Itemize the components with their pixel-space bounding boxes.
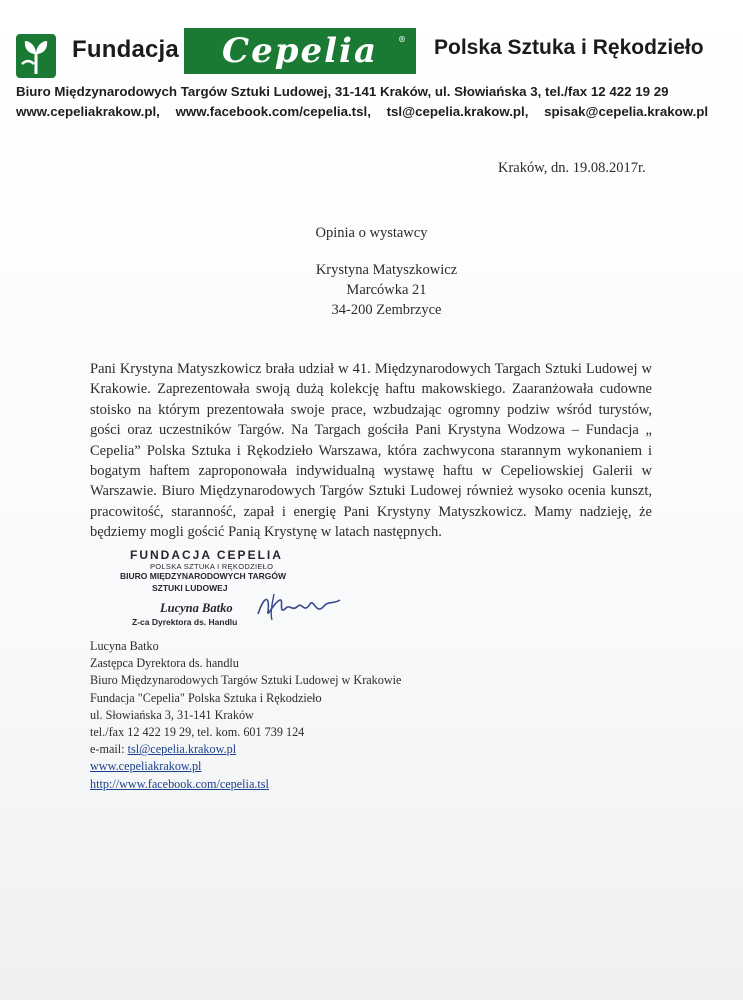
registered-mark-icon: ® bbox=[398, 34, 406, 44]
signer-address: ul. Słowiańska 3, 31-141 Kraków bbox=[90, 707, 254, 722]
brand-logo-box bbox=[184, 28, 416, 74]
signer-foundation: Fundacja "Cepelia" Polska Sztuka i Rękodzieło bbox=[90, 690, 322, 705]
stamp-line: FUNDACJA CEPELIA bbox=[130, 548, 283, 562]
brand-tagline: Polska Sztuka i Rękodzieło bbox=[434, 36, 704, 59]
signer-name: Lucyna Batko bbox=[90, 639, 159, 653]
recipient-street: Marcówka 21 bbox=[346, 282, 427, 298]
letter-date: Kraków, dn. 19.08.2017r. bbox=[498, 160, 646, 176]
email-label: e-mail: bbox=[90, 742, 128, 757]
letter-body: Pani Krystyna Matyszkowicz brała udział w 41. Międzynarodowych Targach Sztuki Ludowej w Krakowie. Zaprezentowała swoją dużą kolekcję haftu makowskiego. Zaaranżowała cudowne stoisko na którym prezentowała swoje prace, wzbudzając ogromny podziw wśród turystów, gości oraz uczestników Targów. Na Targach gościła Pani Krystyna Wodzowa – Fundacja „ Cepelia” Polska Sztuka i Rękodzieło Warszawa, która zachwycona starannym wykonaniem i bogatym haftem zaproponowała indywidualną wystawę haftu w Cepeliowskiej Galerii w Warszawie. Biuro Międzynarodowych Targów Sztuki Ludowej również wysoko ocenia kunszt, pracowitość, staranność, zapał i energię Pani Krystyny Matyszkowicz. Mamy nadzieję, że będziemy mogli gościć Panią Krystynę w latach następnych. bbox=[90, 361, 652, 541]
stamp-line: BIURO MIĘDZYNARODOWYCH TARGÓW bbox=[120, 571, 287, 581]
brand-logo-text: Cepelia bbox=[222, 31, 378, 71]
letter-subject: Opinia o wystawcy bbox=[315, 225, 428, 241]
website-link[interactable]: www.cepeliakrakow.pl bbox=[90, 759, 202, 774]
facebook-link[interactable]: http://www.facebook.com/cepelia.tsl bbox=[90, 776, 269, 791]
brand-fundacja: Fundacja bbox=[72, 36, 179, 63]
signer-title: Zastępca Dyrektora ds. handlu bbox=[90, 656, 239, 671]
cepelia-logo-icon bbox=[16, 34, 56, 78]
stamp-line: POLSKA SZTUKA I RĘKODZIEŁO bbox=[150, 562, 274, 571]
handwritten-signature bbox=[254, 590, 344, 622]
email-link[interactable]: tsl@cepelia.krakow.pl bbox=[127, 742, 237, 757]
signature-block bbox=[90, 638, 401, 793]
stamp-name: Lucyna Batko bbox=[160, 601, 233, 615]
letterhead-address: Biuro Międzynarodowych Targów Sztuki Ludowej, 31-141 Kraków, ul. Słowiańska 3, tel./fax 12 422 19 29 bbox=[16, 84, 669, 99]
contact-website[interactable]: www.cepeliakrakow.pl, bbox=[16, 104, 160, 119]
stamp-line: SZTUKI LUDOWEJ bbox=[152, 583, 228, 593]
contact-email-spisak[interactable]: spisak@cepelia.krakow.pl bbox=[544, 104, 709, 119]
letterhead-contacts bbox=[16, 104, 736, 119]
recipient-address bbox=[0, 260, 743, 320]
signer-email-row bbox=[90, 741, 401, 758]
contact-email-tsl[interactable]: tsl@cepelia.krakow.pl, bbox=[386, 104, 529, 119]
signer-office: Biuro Międzynarodowych Targów Sztuki Ludowej w Krakowie bbox=[90, 673, 402, 688]
stamp-title: Z-ca Dyrektora ds. Handlu bbox=[132, 617, 238, 627]
signer-phones: tel./fax 12 422 19 29, tel. kom. 601 739 124 bbox=[90, 725, 305, 740]
contact-facebook[interactable]: www.facebook.com/cepelia.tsl, bbox=[175, 104, 371, 119]
recipient-city: 34-200 Zembrzyce bbox=[331, 302, 442, 318]
recipient-name: Krystyna Matyszkowicz bbox=[315, 262, 458, 278]
